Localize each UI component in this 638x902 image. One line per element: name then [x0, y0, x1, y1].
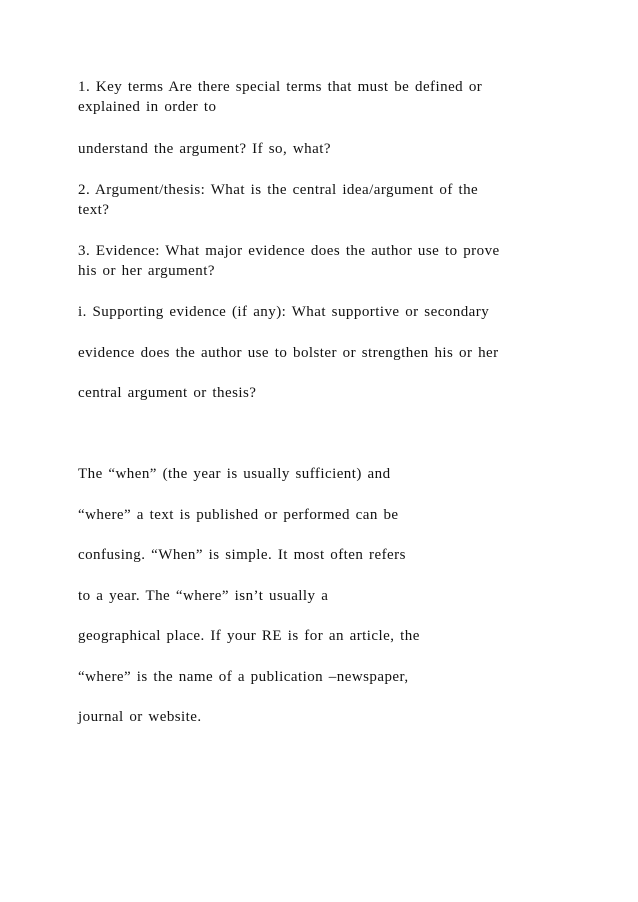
- line-argument-2: text?: [78, 202, 110, 218]
- line-key-terms-1: 1. Key terms Are there special terms that must be defined or: [78, 79, 483, 95]
- line-supporting-1: i. Supporting evidence (if any): What supportive or secondary: [78, 304, 490, 320]
- line-supporting-2: evidence does the author use to bolster or strengthen his or her: [78, 345, 499, 361]
- line-when-where-6: “where” is the name of a publication –newspaper,: [78, 669, 409, 685]
- line-when-where-3: confusing. “When” is simple. It most often refers: [78, 547, 406, 563]
- line-when-where-4: to a year. The “where” isn’t usually a: [78, 588, 329, 604]
- line-supporting-3: central argument or thesis?: [78, 385, 257, 401]
- line-argument-1: 2. Argument/thesis: What is the central idea/argument of the: [78, 182, 479, 198]
- line-when-where-5: geographical place. If your RE is for an article, the: [78, 628, 420, 644]
- line-key-terms-2: explained in order to: [78, 99, 217, 115]
- line-when-where-1: The “when” (the year is usually sufficient) and: [78, 466, 391, 482]
- line-when-where-7: journal or website.: [78, 709, 202, 725]
- line-evidence-1: 3. Evidence: What major evidence does the author use to prove: [78, 243, 500, 259]
- line-evidence-2: his or her argument?: [78, 263, 215, 279]
- line-key-terms-3: understand the argument? If so, what?: [78, 141, 331, 157]
- line-when-where-2: “where” a text is published or performed can be: [78, 507, 399, 523]
